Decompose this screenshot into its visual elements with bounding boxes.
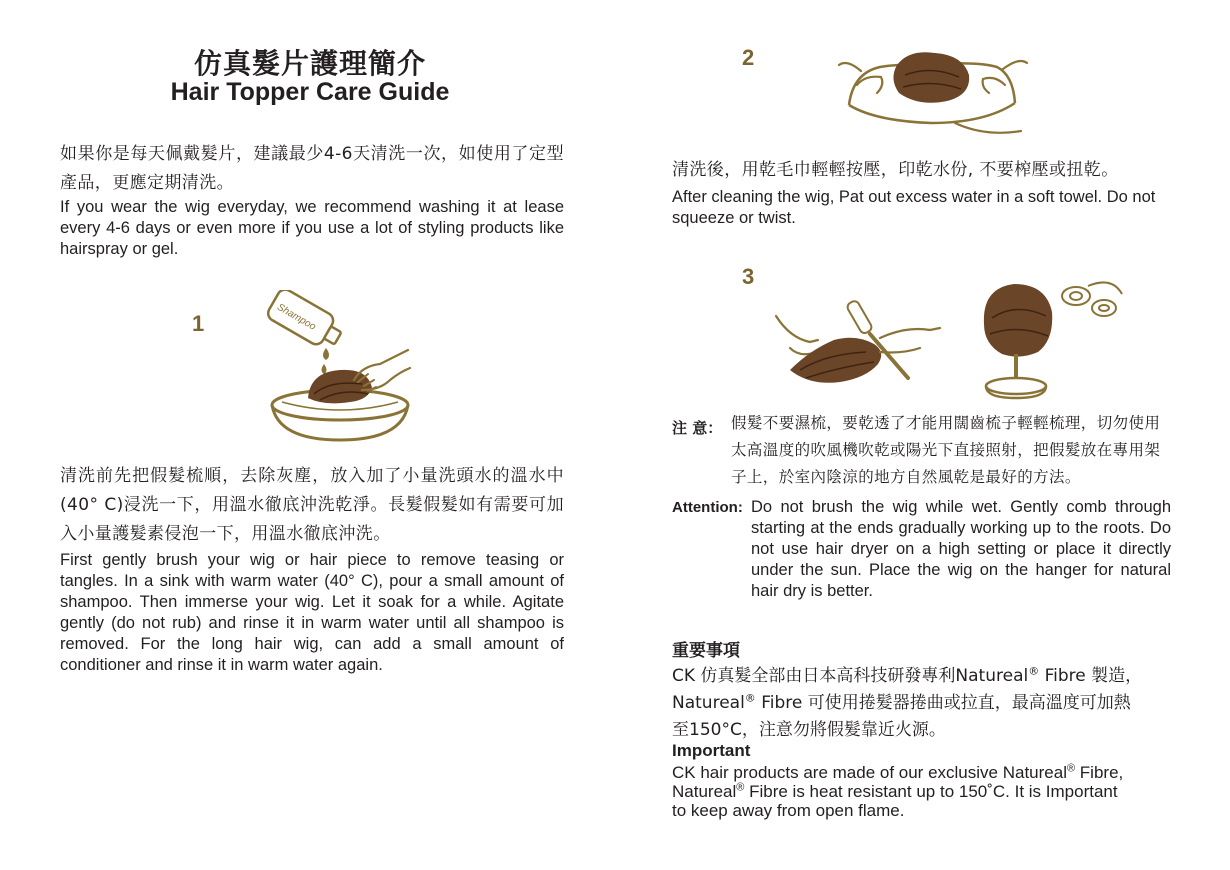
note-label: 注 意： (672, 419, 723, 437)
important-zh-line-1: CK 仿真髮全部由日本高科技研發專利Natureal® Fibre 製造， (672, 664, 1143, 686)
important-text-en (672, 763, 1172, 820)
intro-text-zh: 如果你是每天佩戴髮片，建議最少4-6天清洗一次，如使用了定型產品，更應定期清洗。 (60, 144, 564, 193)
step-1-text-zh: 清洗前先把假髮梳順，去除灰塵，放入加了小量洗頭水的溫水中(40° C)浸洗一下，用溫水徹底沖洗乾淨。長髮假髮如有需要可加入小量護髮素侵泡一下，用溫水徹底沖洗。 (60, 466, 564, 544)
drying-illustration (770, 278, 1130, 403)
important-text-zh (672, 663, 1172, 744)
important-zh-line-3: 至150°C，注意勿將假髮靠近火源。 (672, 720, 946, 740)
step-2-text-zh: 清洗後，用乾毛巾輕輕按壓，印乾水份, 不要榨壓或扭乾。 (672, 160, 1119, 180)
step-2-text-en: After cleaning the wig, Pat out excess water in a soft towel. Do not squeeze or twist. (672, 188, 1156, 227)
page-title-zh: 仿真髮片護理簡介 (193, 47, 426, 80)
shampoo-bottle-icon (265, 290, 346, 353)
attention-label: Attention: (672, 499, 743, 516)
intro-text-en: If you wear the wig everyday, we recommend washing it at lease every 4-6 days or even more if you use a lot of styling products like hairspray or gel. (60, 198, 564, 258)
wash-basin-illustration (250, 290, 430, 450)
important-heading-en: Important (672, 741, 751, 760)
towel-illustration (835, 45, 1030, 145)
note-text-zh: 假髮不要濕梳，要乾透了才能用闊齒梳子輕輕梳理，切勿使用太高溫度的吹風機吹乾或陽光下直接照射，把假髮放在專用架子上，於室內陰涼的地方自然風乾是最好的方法。 (731, 414, 1161, 486)
important-en-line-2: Natureal® Fibre is heat resistant up to 150˚C. It is Important (672, 781, 1118, 801)
important-heading-zh: 重要事項 (672, 641, 740, 661)
important-zh-line-2: Natureal® Fibre 可使用捲髮器捲曲或拉直，最高溫度可加熱 (672, 691, 1131, 713)
air-swirl-icon (1062, 282, 1122, 316)
step-2-number: 2 (742, 45, 755, 70)
step-3-number: 3 (742, 264, 755, 289)
shampoo-label: Shampoo (274, 301, 318, 333)
step-1-number: 1 (192, 311, 205, 336)
important-en-line-3: to keep away from open flame. (672, 801, 905, 820)
attention-text-en: Do not brush the wig while wet. Gently comb through starting at the ends gradually working up to the roots. Do not use hair dryer on a high setting or place it directly under the sun. Place the wig on the hanger for natural hair dry is better. (751, 498, 1171, 600)
page-title-en: Hair Topper Care Guide (170, 78, 450, 106)
wig-stand-icon (984, 284, 1052, 398)
step-1-text-en: First gently brush your wig or hair piece to remove teasing or tangles. In a sink with warm water (40° C), pour a small amount of shampoo. Then immerse your wig. Let it soak for a while. Agitate gently (do not rub) and rinse it in warm water until all shampoo is removed. For the long hair wig, can add a small amount of conditioner and rinse it in warm water again. (60, 551, 564, 674)
important-en-line-1: CK hair products are made of our exclusive Natureal® Fibre, (672, 762, 1124, 782)
